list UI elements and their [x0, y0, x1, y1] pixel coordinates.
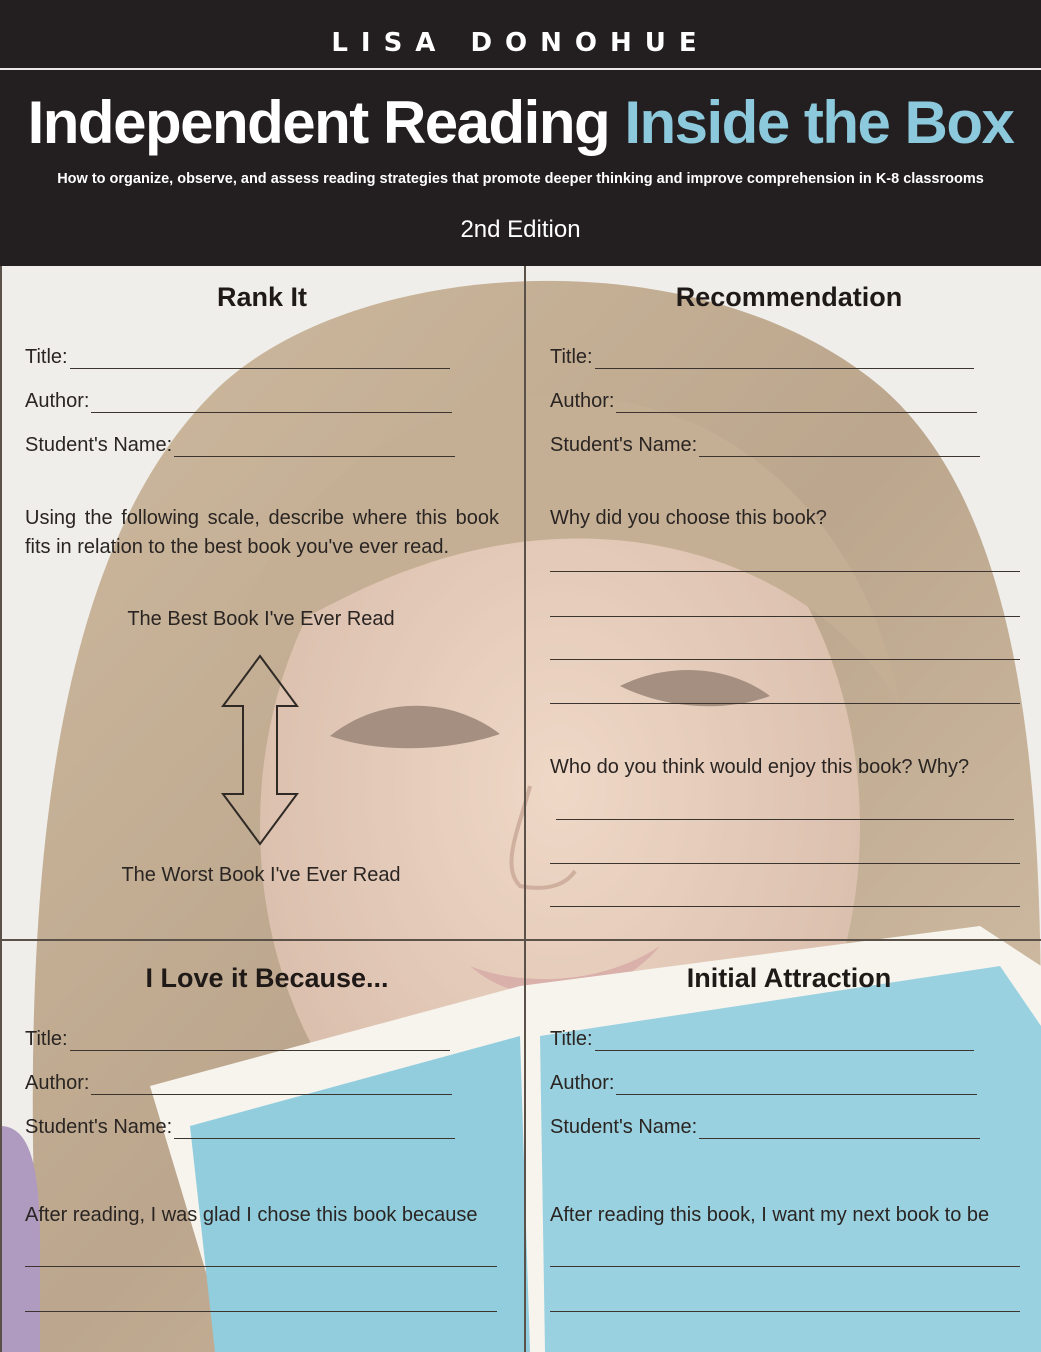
student-label: Student's Name:: [25, 1116, 173, 1138]
author-field[interactable]: [25, 1072, 452, 1095]
book-subtitle: How to organize, observe, and assess reading strategies that promote deeper thinking and improve comprehension in K-8 classrooms: [57, 171, 984, 187]
title-accent: Inside the Box: [624, 89, 1014, 156]
title-label: Title:: [25, 346, 68, 368]
next-book-prompt: After reading this book, I want my next book to be: [550, 1204, 990, 1226]
title-line[interactable]: [595, 348, 974, 369]
author-field[interactable]: [25, 390, 452, 413]
panel-love-it: [0, 941, 524, 1352]
author-line[interactable]: [616, 392, 977, 413]
title-label: Title:: [25, 1028, 68, 1050]
cover-header: [0, 0, 1041, 266]
panel-initial-attraction: [526, 941, 1041, 1352]
edition-label: 2nd Edition: [460, 216, 581, 243]
answer-line[interactable]: [550, 1266, 1020, 1267]
student-label: Student's Name:: [25, 434, 173, 456]
title-field[interactable]: [25, 1028, 450, 1051]
double-arrow-icon: [220, 654, 300, 846]
title-line[interactable]: [70, 1030, 450, 1051]
author-label: Author:: [25, 1072, 90, 1094]
student-line[interactable]: [174, 1118, 455, 1139]
answer-line[interactable]: [550, 659, 1020, 660]
header-rule: [0, 68, 1041, 70]
answer-line[interactable]: [550, 906, 1020, 907]
student-line[interactable]: [699, 1118, 980, 1139]
panel-heading: I Love it Because...: [145, 963, 389, 993]
student-name-field[interactable]: [550, 1116, 980, 1139]
author-name: LISA DONOHUE: [331, 28, 710, 58]
author-label: Author:: [550, 390, 615, 412]
author-line[interactable]: [616, 1074, 977, 1095]
student-name-field[interactable]: [550, 434, 980, 457]
title-main: Independent Reading: [27, 89, 610, 156]
title-field[interactable]: [550, 1028, 974, 1051]
title-line[interactable]: [595, 1030, 974, 1051]
answer-line[interactable]: [25, 1311, 497, 1312]
author-line[interactable]: [91, 392, 452, 413]
answer-line[interactable]: [556, 819, 1014, 820]
scale-bottom-label: The Worst Book I've Ever Read: [121, 864, 401, 886]
student-name-field[interactable]: [25, 434, 455, 457]
panel-heading: Rank It: [216, 282, 308, 312]
author-field[interactable]: [550, 1072, 977, 1095]
author-field[interactable]: [550, 390, 977, 413]
panel-heading: Initial Attraction: [686, 963, 892, 993]
question-why-chose: Why did you choose this book?: [550, 507, 827, 529]
answer-line[interactable]: [550, 571, 1020, 572]
answer-line[interactable]: [25, 1266, 497, 1267]
question-who-enjoy: Who do you think would enjoy this book? Why?: [550, 756, 970, 778]
author-label: Author:: [550, 1072, 615, 1094]
author-label: Author:: [25, 390, 90, 412]
title-field[interactable]: [25, 346, 450, 369]
student-label: Student's Name:: [550, 1116, 698, 1138]
answer-line[interactable]: [550, 703, 1020, 704]
answer-line[interactable]: [550, 863, 1020, 864]
scale-top-label: The Best Book I've Ever Read: [127, 608, 395, 630]
rank-prompt: Using the following scale, describe where this book fits in relation to the best book you've ever read.: [25, 507, 499, 558]
student-line[interactable]: [174, 436, 455, 457]
title-label: Title:: [550, 1028, 593, 1050]
panel-recommendation: [526, 266, 1041, 939]
answer-line[interactable]: [550, 1311, 1020, 1312]
student-name-field[interactable]: [25, 1116, 455, 1139]
author-line[interactable]: [91, 1074, 452, 1095]
title-field[interactable]: [550, 346, 974, 369]
student-line[interactable]: [699, 436, 980, 457]
title-line[interactable]: [70, 348, 450, 369]
panel-heading: Recommendation: [675, 282, 903, 312]
glad-prompt: After reading, I was glad I chose this book because: [25, 1204, 478, 1226]
book-title: [0, 88, 1041, 157]
title-label: Title:: [550, 346, 593, 368]
student-label: Student's Name:: [550, 434, 698, 456]
panel-rank-it: [0, 266, 524, 939]
answer-line[interactable]: [550, 616, 1020, 617]
